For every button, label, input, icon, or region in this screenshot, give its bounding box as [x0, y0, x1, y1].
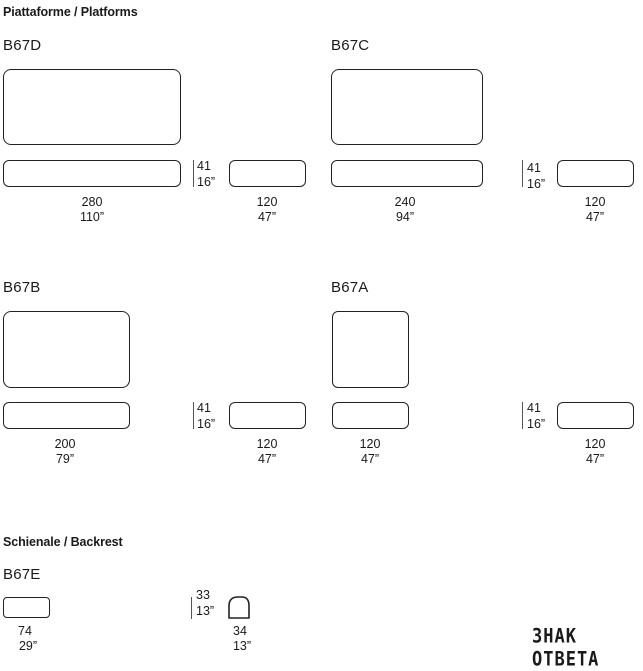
b67d-side-view — [3, 160, 181, 187]
b67c-width-cm: 240 — [394, 195, 416, 209]
product-code-b67d: B67D — [3, 37, 42, 54]
b67d-height-marker — [193, 160, 194, 187]
b67d-width-cm: 280 — [81, 195, 103, 209]
b67b-module-in: 47” — [257, 452, 277, 466]
brand-logo: ЗНАК ОТВЕТА — [532, 625, 600, 671]
b67a-module-in: 47” — [585, 452, 605, 466]
b67a-side-view — [332, 402, 409, 429]
b67a-height-marker — [522, 402, 523, 429]
b67e-width-in: 29” — [18, 639, 38, 653]
b67c-module-cm: 120 — [584, 195, 606, 209]
b67b-top-view — [3, 311, 130, 388]
backrest-section-title: Schienale / Backrest — [3, 535, 123, 549]
b67e-height-in: 13” — [196, 604, 215, 618]
b67e-side-view — [3, 597, 50, 618]
b67d-module-side-view — [229, 160, 306, 187]
b67a-height-in: 16” — [527, 417, 546, 431]
b67a-width-in: 47” — [360, 452, 380, 466]
b67e-height-marker — [191, 597, 192, 619]
b67b-height-cm: 41 — [197, 401, 211, 415]
b67c-height-in: 16” — [527, 177, 546, 191]
b67a-top-view — [332, 311, 409, 388]
b67d-top-view — [3, 69, 181, 145]
b67e-depth-cm: 34 — [233, 624, 247, 638]
b67b-width-in: 79” — [55, 452, 75, 466]
b67b-width-cm: 200 — [54, 437, 76, 451]
b67c-module-in: 47” — [585, 210, 605, 224]
b67e-height-cm: 33 — [196, 588, 210, 602]
b67c-height-cm: 41 — [527, 161, 541, 175]
b67d-module-cm: 120 — [256, 195, 278, 209]
b67d-height-cm: 41 — [197, 159, 211, 173]
b67c-width-in: 94” — [395, 210, 415, 224]
b67c-module-side-view — [557, 160, 634, 187]
b67c-side-view — [331, 160, 483, 187]
b67a-module-side-view — [557, 402, 634, 429]
b67b-height-in: 16” — [197, 417, 216, 431]
product-code-b67c: B67C — [331, 37, 370, 54]
b67d-width-in: 110” — [79, 210, 105, 224]
b67a-height-cm: 41 — [527, 401, 541, 415]
b67a-width-cm: 120 — [359, 437, 381, 451]
b67b-side-view — [3, 402, 130, 429]
b67c-top-view — [331, 69, 483, 145]
b67d-module-in: 47” — [257, 210, 277, 224]
b67a-module-cm: 120 — [584, 437, 606, 451]
b67e-width-cm: 74 — [18, 624, 32, 638]
product-code-b67b: B67B — [3, 279, 41, 296]
product-code-b67a: B67A — [331, 279, 369, 296]
b67b-module-cm: 120 — [256, 437, 278, 451]
b67c-height-marker — [522, 160, 523, 187]
platforms-section-title: Piattaforme / Platforms — [3, 5, 138, 19]
b67e-depth-in: 13” — [232, 639, 252, 653]
b67b-module-side-view — [229, 402, 306, 429]
b67b-height-marker — [193, 402, 194, 429]
b67d-height-in: 16” — [197, 175, 216, 189]
product-code-b67e: B67E — [3, 566, 41, 583]
b67e-profile-view — [226, 594, 252, 620]
